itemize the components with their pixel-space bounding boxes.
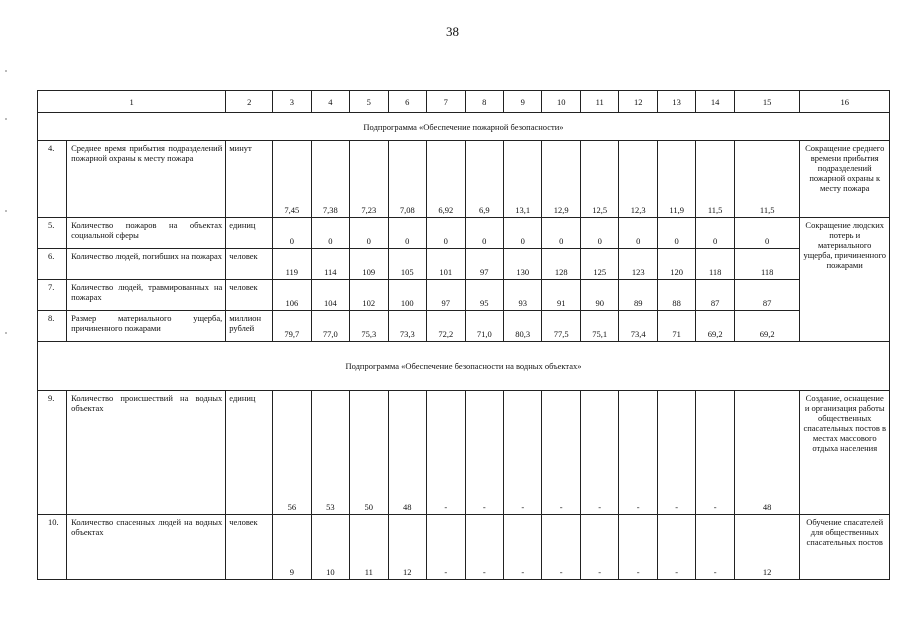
value-cell: 7,08 — [388, 141, 426, 218]
unit-cell: человек — [226, 280, 273, 311]
value-cell: 109 — [350, 249, 388, 280]
row-number: 9. — [38, 391, 67, 515]
value-cell: 75,1 — [580, 311, 618, 342]
result-cell: Сокращение среднего времени прибытия подразделений пожарной охраны к месту пожара — [800, 141, 890, 218]
header-cell: 14 — [696, 91, 734, 113]
value-cell: 91 — [542, 280, 580, 311]
value-cell: 104 — [311, 280, 349, 311]
value-cell: 0 — [504, 218, 542, 249]
value-cell: 106 — [273, 280, 311, 311]
value-cell: 120 — [657, 249, 695, 280]
table-row — [38, 218, 890, 249]
value-cell: 102 — [350, 280, 388, 311]
value-cell: 0 — [465, 218, 503, 249]
value-cell: 9 — [273, 515, 311, 580]
row-number: 7. — [38, 280, 67, 311]
value-cell: 13,1 — [504, 141, 542, 218]
value-cell: 87 — [696, 280, 734, 311]
row-number: 6. — [38, 249, 67, 280]
value-cell: 123 — [619, 249, 657, 280]
value-cell: 0 — [657, 218, 695, 249]
value-cell: 12 — [388, 515, 426, 580]
table-row — [38, 280, 890, 311]
value-cell: 89 — [619, 280, 657, 311]
unit-cell: единиц — [226, 218, 273, 249]
value-cell: - — [580, 391, 618, 515]
scan-mark — [5, 70, 7, 72]
value-cell: - — [465, 515, 503, 580]
table-row — [38, 141, 890, 218]
header-cell: 3 — [273, 91, 311, 113]
table-row — [38, 311, 890, 342]
value-cell: - — [696, 515, 734, 580]
result-cell: Сокращение людских потерь и материального ущерба, причиненного пожарами — [800, 218, 890, 342]
section-row — [38, 113, 890, 141]
header-cell: 15 — [734, 91, 800, 113]
row-number: 5. — [38, 218, 67, 249]
table-header-row — [38, 91, 890, 113]
value-cell: 0 — [696, 218, 734, 249]
value-cell: 105 — [388, 249, 426, 280]
value-cell: 0 — [311, 218, 349, 249]
result-cell: Обучение спасателей для общественных спасательных постов — [800, 515, 890, 580]
header-cell: 9 — [504, 91, 542, 113]
value-cell: 80,3 — [504, 311, 542, 342]
indicator-name: Количество спасенных людей на водных объектах — [67, 515, 226, 580]
scan-mark — [5, 118, 7, 120]
value-cell: 6,9 — [465, 141, 503, 218]
value-cell: 6,92 — [427, 141, 465, 218]
value-cell: 11,9 — [657, 141, 695, 218]
value-cell: 77,5 — [542, 311, 580, 342]
value-cell: 10 — [311, 515, 349, 580]
value-cell: 0 — [388, 218, 426, 249]
value-cell: 128 — [542, 249, 580, 280]
value-cell: 90 — [580, 280, 618, 311]
value-cell: - — [619, 515, 657, 580]
row-number: 10. — [38, 515, 67, 580]
value-cell: 93 — [504, 280, 542, 311]
value-cell: 75,3 — [350, 311, 388, 342]
value-cell: 79,7 — [273, 311, 311, 342]
value-cell: 0 — [542, 218, 580, 249]
value-cell: - — [657, 515, 695, 580]
table-row — [38, 391, 890, 515]
value-cell: 101 — [427, 249, 465, 280]
value-cell: - — [580, 515, 618, 580]
page-number: 38 — [446, 24, 459, 39]
indicator-name: Количество людей, погибших на пожарах — [67, 249, 226, 280]
value-cell: 69,2 — [734, 311, 800, 342]
value-cell: 50 — [350, 391, 388, 515]
value-cell: 0 — [734, 218, 800, 249]
result-cell: Создание, оснащение и организация работы общественных спасательных постов в местах массового отдыха населения — [800, 391, 890, 515]
value-cell: 119 — [273, 249, 311, 280]
value-cell: - — [465, 391, 503, 515]
unit-cell: единиц — [226, 391, 273, 515]
header-cell: 13 — [657, 91, 695, 113]
header-cell: 7 — [427, 91, 465, 113]
value-cell: - — [696, 391, 734, 515]
header-cell: 2 — [226, 91, 273, 113]
value-cell: 118 — [734, 249, 800, 280]
unit-cell: миллион рублей — [226, 311, 273, 342]
value-cell: 0 — [580, 218, 618, 249]
scan-mark — [5, 210, 7, 212]
value-cell: 7,45 — [273, 141, 311, 218]
table-row — [38, 515, 890, 580]
value-cell: 97 — [465, 249, 503, 280]
value-cell: 11 — [350, 515, 388, 580]
section-title: Подпрограмма «Обеспечение безопасности на водных объектах» — [38, 342, 890, 391]
value-cell: 95 — [465, 280, 503, 311]
indicator-name: Размер материального ущерба, причиненного пожарами — [67, 311, 226, 342]
value-cell: 73,3 — [388, 311, 426, 342]
value-cell: 125 — [580, 249, 618, 280]
value-cell: 100 — [388, 280, 426, 311]
value-cell: 56 — [273, 391, 311, 515]
value-cell: 12 — [734, 515, 800, 580]
header-cell: 1 — [38, 91, 226, 113]
value-cell: 48 — [388, 391, 426, 515]
value-cell: - — [542, 515, 580, 580]
value-cell: 71,0 — [465, 311, 503, 342]
header-cell: 4 — [311, 91, 349, 113]
header-cell: 5 — [350, 91, 388, 113]
header-cell: 16 — [800, 91, 890, 113]
value-cell: 0 — [619, 218, 657, 249]
value-cell: 72,2 — [427, 311, 465, 342]
value-cell: - — [504, 391, 542, 515]
header-cell: 10 — [542, 91, 580, 113]
value-cell: 0 — [350, 218, 388, 249]
value-cell: 12,5 — [580, 141, 618, 218]
section-row — [38, 342, 890, 391]
value-cell: 0 — [273, 218, 311, 249]
indicators-table — [37, 90, 890, 580]
value-cell: 12,3 — [619, 141, 657, 218]
value-cell: - — [657, 391, 695, 515]
value-cell: 11,5 — [696, 141, 734, 218]
row-number: 8. — [38, 311, 67, 342]
value-cell: - — [427, 391, 465, 515]
value-cell: 11,5 — [734, 141, 800, 218]
value-cell: 88 — [657, 280, 695, 311]
indicator-name: Количество происшествий на водных объектах — [67, 391, 226, 515]
value-cell: 53 — [311, 391, 349, 515]
value-cell: 7,23 — [350, 141, 388, 218]
value-cell: 71 — [657, 311, 695, 342]
indicator-name: Среднее время прибытия подразделений пожарной охраны к месту пожара — [67, 141, 226, 218]
value-cell: 48 — [734, 391, 800, 515]
scan-mark — [5, 332, 7, 334]
header-cell: 11 — [580, 91, 618, 113]
value-cell: 0 — [427, 218, 465, 249]
header-cell: 6 — [388, 91, 426, 113]
value-cell: 87 — [734, 280, 800, 311]
value-cell: 69,2 — [696, 311, 734, 342]
value-cell: - — [504, 515, 542, 580]
value-cell: 118 — [696, 249, 734, 280]
value-cell: 77,0 — [311, 311, 349, 342]
value-cell: - — [542, 391, 580, 515]
section-title: Подпрограмма «Обеспечение пожарной безопасности» — [38, 113, 890, 141]
unit-cell: человек — [226, 515, 273, 580]
value-cell: 7,38 — [311, 141, 349, 218]
indicator-name: Количество людей, травмированных на пожарах — [67, 280, 226, 311]
value-cell: 97 — [427, 280, 465, 311]
header-cell: 8 — [465, 91, 503, 113]
value-cell: 73,4 — [619, 311, 657, 342]
row-number: 4. — [38, 141, 67, 218]
header-cell: 12 — [619, 91, 657, 113]
value-cell: 12,9 — [542, 141, 580, 218]
value-cell: - — [427, 515, 465, 580]
value-cell: 130 — [504, 249, 542, 280]
value-cell: - — [619, 391, 657, 515]
table-row — [38, 249, 890, 280]
indicator-name: Количество пожаров на объектах социальной сферы — [67, 218, 226, 249]
value-cell: 114 — [311, 249, 349, 280]
unit-cell: минут — [226, 141, 273, 218]
unit-cell: человек — [226, 249, 273, 280]
